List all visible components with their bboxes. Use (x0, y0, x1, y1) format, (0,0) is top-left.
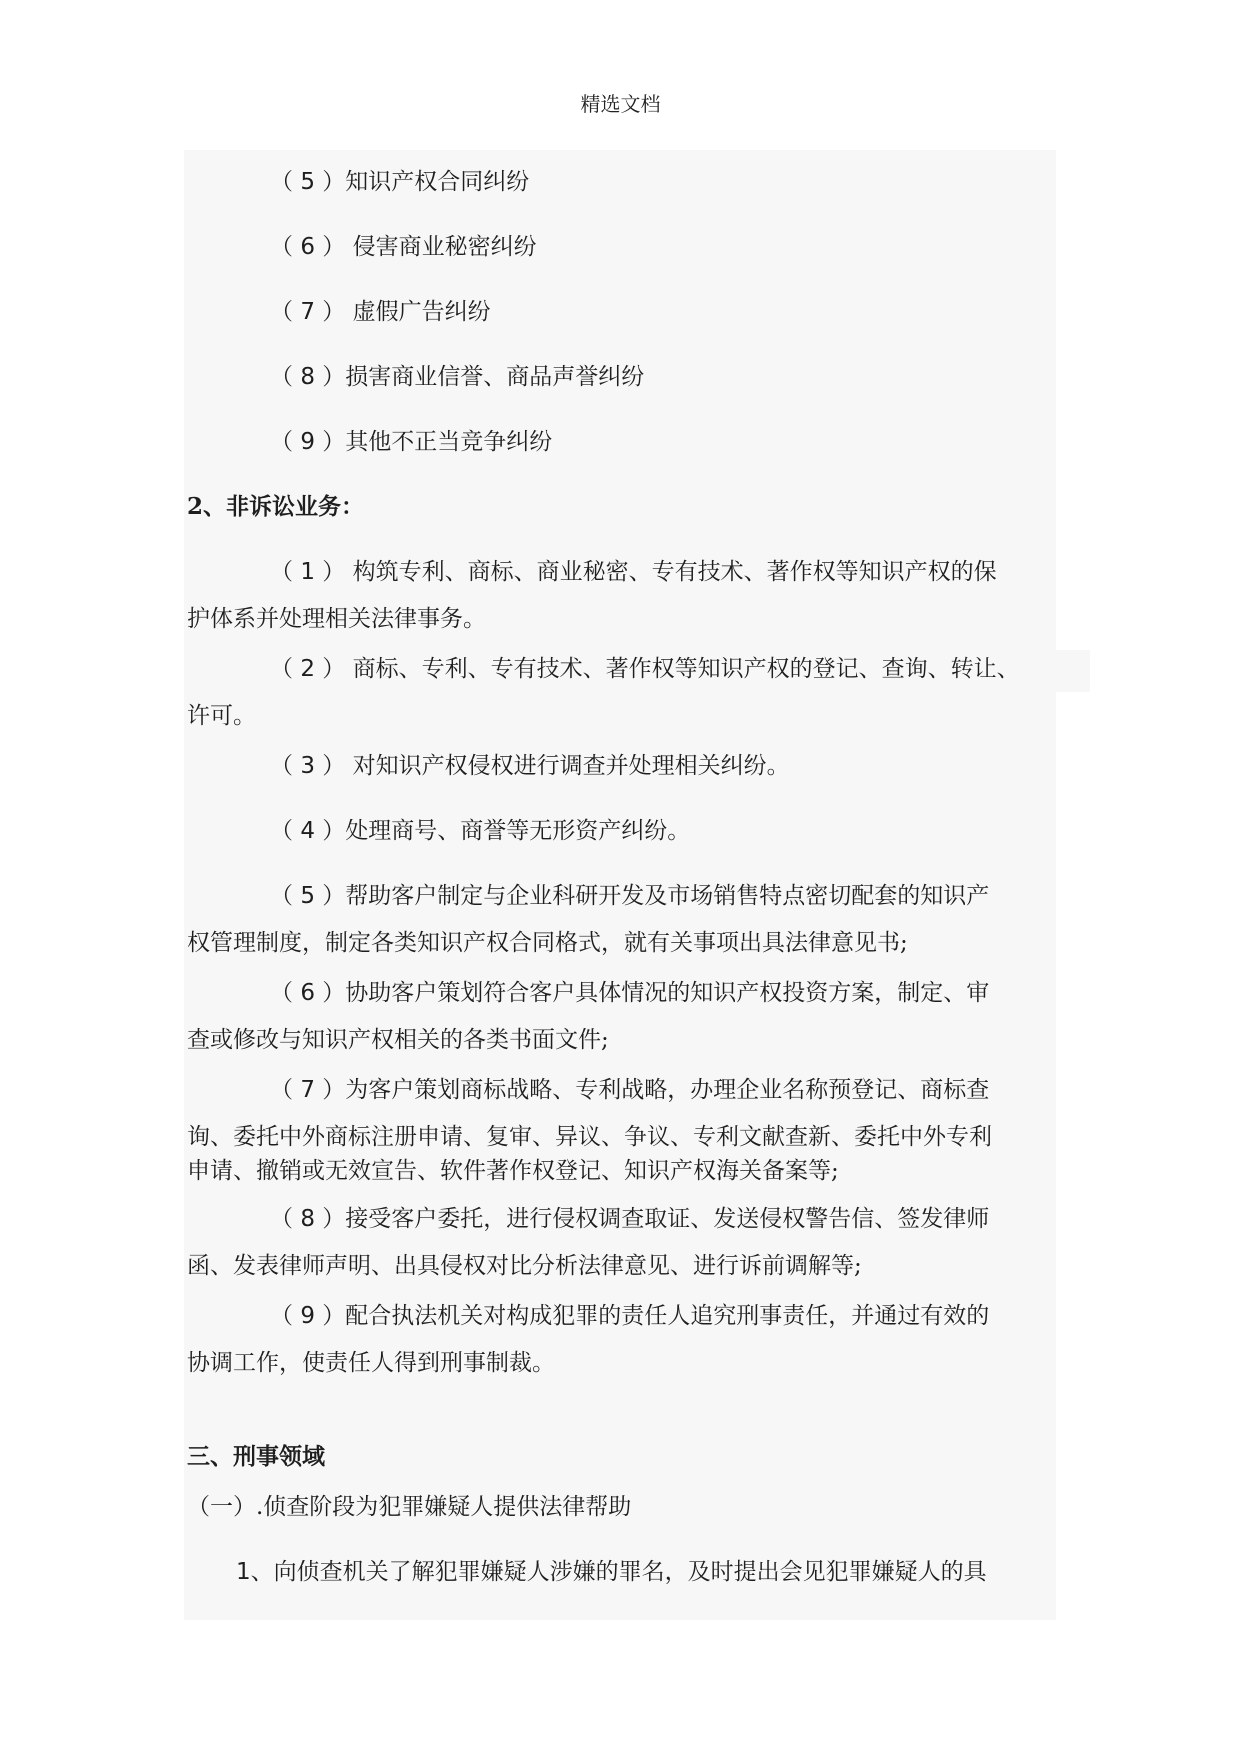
non-litigation-item-cont: 函、发表律师声明、出具侵权对比分析法律意见、进行诉前调解等; (187, 1253, 862, 1279)
section-heading-non-litigation: 2、非诉讼业务： (187, 493, 365, 520)
ip-case-item: （ 5 ）知识产权合同纠纷 (270, 169, 530, 195)
non-litigation-item: （ 5 ）帮助客户制定与企业科研开发及市场销售特点密切配套的知识产 (270, 883, 990, 909)
non-litigation-item: （ 6 ）协助客户策划符合客户具体情况的知识产权投资方案，制定、审 (270, 980, 990, 1006)
content-background-tail (1040, 650, 1090, 692)
non-litigation-item-cont: 协调工作，使责任人得到刑事制裁。 (187, 1350, 555, 1376)
section-heading-criminal: 三、刑事领域 (187, 1443, 325, 1470)
non-litigation-item-cont: 询、委托中外商标注册申请、复审、异议、争议、专利文献查新、委托中外专利 (187, 1124, 992, 1150)
non-litigation-item-cont: 权管理制度，制定各类知识产权合同格式，就有关事项出具法律意见书; (187, 930, 908, 956)
ip-case-item: （ 6 ） 侵害商业秘密纠纷 (270, 234, 537, 260)
non-litigation-item: （ 1 ） 构筑专利、商标、商业秘密、专有技术、著作权等知识产权的保 (270, 559, 997, 585)
non-litigation-item: （ 3 ） 对知识产权侵权进行调查并处理相关纠纷。 (270, 753, 790, 779)
non-litigation-item-cont: 申请、撤销或无效宣告、软件著作权登记、知识产权海关备案等; (187, 1158, 839, 1184)
non-litigation-item: （ 4 ）处理商号、商誉等无形资产纠纷。 (270, 818, 691, 844)
non-litigation-item: （ 2 ） 商标、专利、专有技术、著作权等知识产权的登记、查询、转让、 (270, 656, 1020, 682)
non-litigation-item-cont: 护体系并处理相关法律事务。 (187, 606, 486, 632)
non-litigation-item-cont: 许可。 (187, 703, 256, 729)
criminal-subheading: （一）.侦查阶段为犯罪嫌疑人提供法律帮助 (187, 1494, 632, 1520)
non-litigation-item: （ 8 ）接受客户委托，进行侵权调查取证、发送侵权警告信、签发律师 (270, 1206, 990, 1232)
non-litigation-item: （ 9 ）配合执法机关对构成犯罪的责任人追究刑事责任，并通过有效的 (270, 1303, 990, 1329)
ip-case-item: （ 7 ） 虚假广告纠纷 (270, 299, 491, 325)
ip-case-item: （ 8 ）损害商业信誉、商品声誉纠纷 (270, 364, 645, 390)
page-header: 精选文档 (580, 92, 661, 116)
criminal-item: 1、向侦查机关了解犯罪嫌疑人涉嫌的罪名，及时提出会见犯罪嫌疑人的具 (236, 1559, 987, 1585)
non-litigation-item: （ 7 ）为客户策划商标战略、专利战略，办理企业名称预登记、商标查 (270, 1077, 990, 1103)
non-litigation-item-cont: 查或修改与知识产权相关的各类书面文件; (187, 1027, 609, 1053)
ip-case-item: （ 9 ）其他不正当竞争纠纷 (270, 429, 553, 455)
